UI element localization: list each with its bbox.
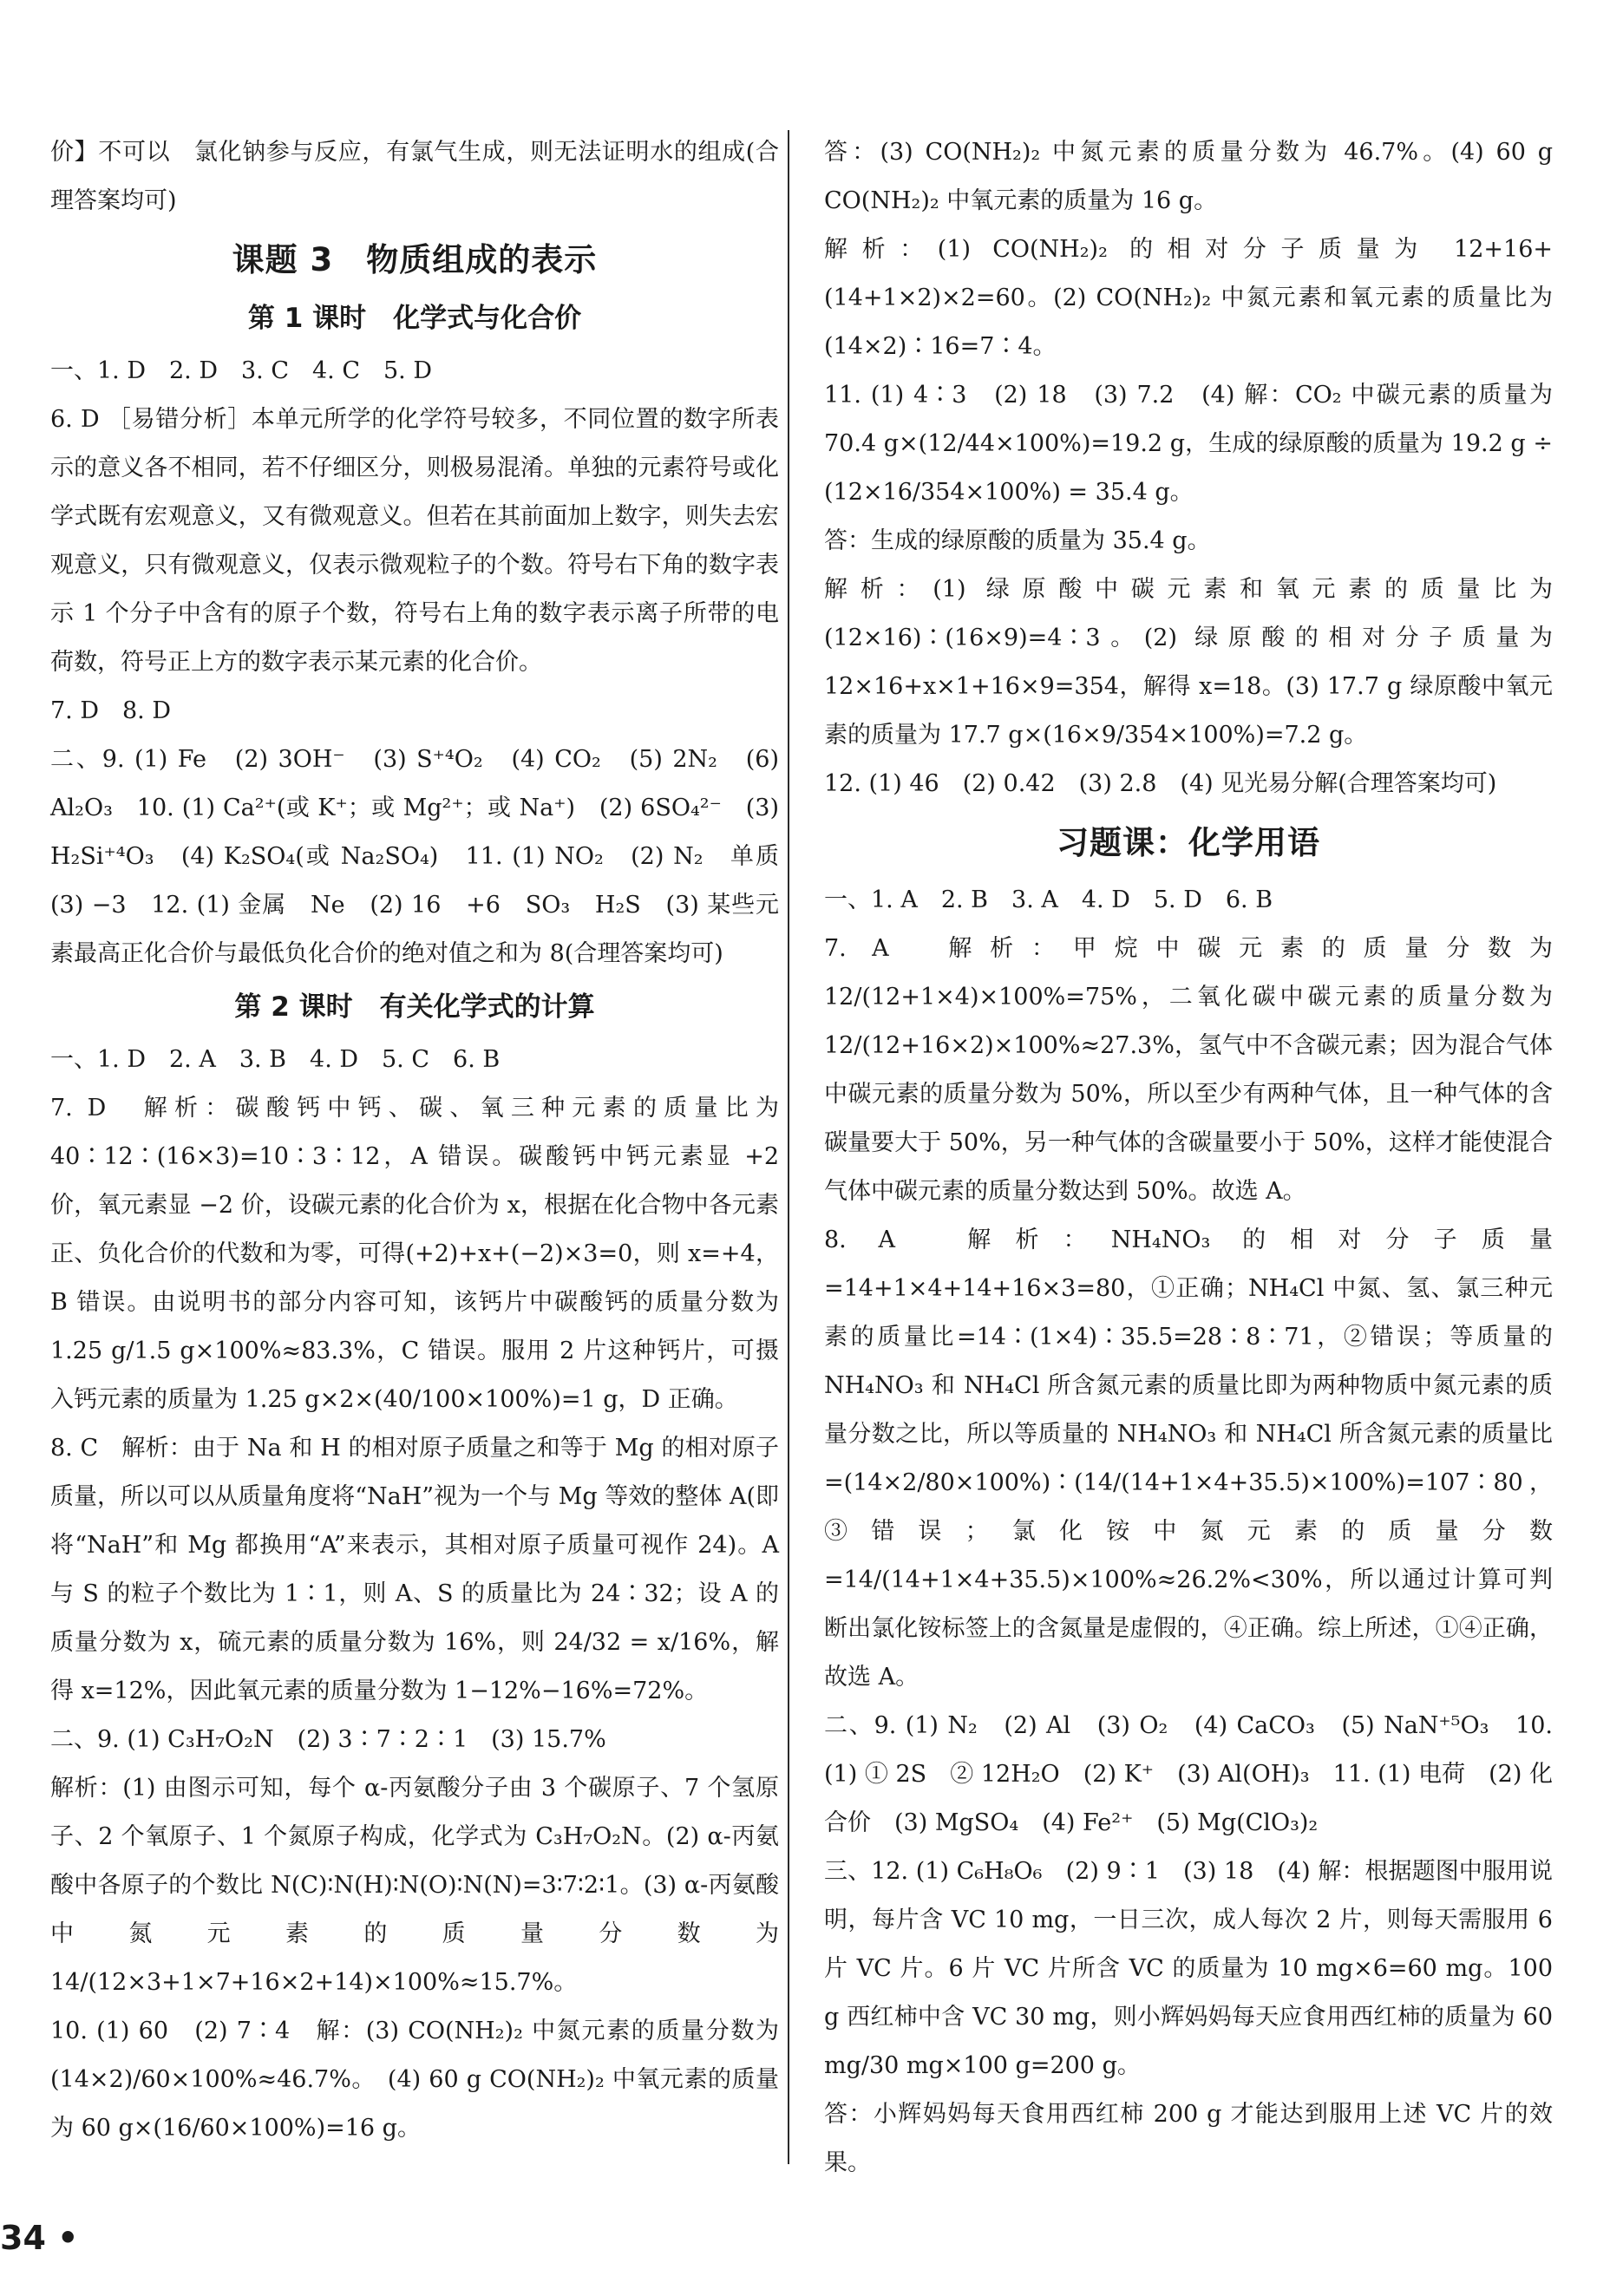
answer-paragraph: 二、9. (1) N₂ (2) Al (3) O₂ (4) CaCO₃ (5) NaN⁺⁵O₃ 10. (1) ① 2S ② 12H₂O (2) K⁺ (3) Al(OH)₃ 11. (1) 电荷 (2) 化合价 (3) MgSO₄ (4) Fe²⁺ (5) Mg(ClO₃)₂	[824, 1712, 1553, 1836]
section-heading: 第 2 课时 有关化学式的计算	[234, 991, 595, 1023]
answer-paragraph: 解析：(1) 由图示可知，每个 α-丙氨酸分子由 3 个碳原子、7 个氢原子、2 个氧原子、1 个氮原子构成，化学式为 C₃H₇O₂N。(2) α-丙氨酸中各原子的个数比 N(C)∶N(H)∶N(O)∶N(N)=3∶7∶2∶1。(3) α-丙氨酸中氮元素的质量分数为 14/(12×3+1×7+16×2+14)×100%≈15.7%。	[50, 1775, 779, 1996]
answer-paragraph: 7. D 8. D	[50, 697, 171, 724]
left-column	[50, 128, 802, 2153]
answer-paragraph: 三、12. (1) C₆H₈O₆ (2) 9∶1 (3) 18 (4) 解：根据题图中服用说明，每片含 VC 10 mg，一日三次，成人每次 2 片，则每天需服用 6 片 VC 片。6 片 VC 片所含 VC 的质量为 10 mg×6=60 mg。100 g 西红柿中含 VC 30 mg，则小辉妈妈每天应食用西红柿的质量为 60 mg/30 mg×100 g=200 g。	[824, 1858, 1553, 2079]
answer-paragraph: 答：(3) CO(NH₂)₂ 中氮元素的质量分数为 46.7%。(4) 60 g CO(NH₂)₂ 中氧元素的质量为 16 g。	[824, 139, 1553, 214]
answer-paragraph: 10. (1) 60 (2) 7∶4 解：(3) CO(NH₂)₂ 中氮元素的质量分数为 (14×2)/60×100%≈46.7%。 (4) 60 g CO(NH₂)₂ 中氧元素的质量为 60 g×(16/60×100%)=16 g。	[50, 2018, 779, 2142]
answer-paragraph: 12. (1) 46 (2) 0.42 (3) 2.8 (4) 见光易分解(合理答案均可)	[824, 770, 1497, 797]
answer-paragraph: 6. D ［易错分析］本单元所学的化学符号较多，不同位置的数字所表示的意义各不相同，若不仔细区分，则极易混淆。单独的元素符号或化学式既有宏观意义，又有微观意义。但若在其前面加上数字，则失去宏观意义，只有微观意义，仅表示微观粒子的个数。符号右下角的数字表示 1 个分子中含有的原子个数，符号右上角的数字表示离子所带的电荷数，符号正上方的数字表示某元素的化合价。	[50, 406, 779, 676]
answer-paragraph: 一、1. D 2. D 3. C 4. C 5. D	[50, 357, 432, 384]
answer-paragraph: 一、1. A 2. B 3. A 4. D 5. D 6. B	[824, 886, 1273, 913]
answer-paragraph: 二、9. (1) C₃H₇O₂N (2) 3∶7∶2∶1 (3) 15.7%	[50, 1726, 606, 1753]
answer-paragraph: 答：生成的绿原酸的质量为 35.4 g。	[824, 527, 1211, 554]
answer-paragraph: 价】不可以 氯化钠参与反应，有氯气生成，则无法证明水的组成(合理答案均可)	[50, 139, 779, 214]
answer-paragraph: 8. A 解析：NH₄NO₃ 的相对分子质量=14+1×4+14+16×3=80，①正确；NH₄Cl 中氮、氢、氯三种元素的质量比=14∶(1×4)∶35.5=28∶8∶71，②错误；等质量的 NH₄NO₃ 和 NH₄Cl 所含氮元素的质量比即为两种物质中氮元素的质量分数之比，所以等质量的 NH₄NO₃ 和 NH₄Cl 所含氮元素的质量比=(14×2/80×100%)∶(14/(14+1×4+35.5)×100%)=107∶80，③错误；氯化铵中氮元素的质量分数=14/(14+1×4+35.5)×100%≈26.2%<30%，所以通过计算可判断出氯化铵标签上的含氮量是虚假的，④正确。综上所述，①④正确，故选 A。	[824, 1226, 1553, 1691]
answer-paragraph: 7. D 解析：碳酸钙中钙、碳、氧三种元素的质量比为 40∶12∶(16×3)=10∶3∶12，A 错误。碳酸钙中钙元素显 +2 价，氧元素显 −2 价，设碳元素的化合价为 x，根据在化合物中各元素正、负化合价的代数和为零，可得(+2)+x+(−2)×3=0，则 x=+4，B 错误。由说明书的部分内容可知，该钙片中碳酸钙的质量分数为 1.25 g/1.5 g×100%≈83.3%，C 错误。服用 2 片这种钙片，可摄入钙元素的质量为 1.25 g×2×(40/100×100%)=1 g，D 正确。	[50, 1095, 779, 1413]
column-divider	[788, 130, 789, 2164]
answer-paragraph: 7. A 解析：甲烷中碳元素的质量分数为 12/(12+1×4)×100%=75%，二氧化碳中碳元素的质量分数为 12/(12+16×2)×100%≈27.3%，氢气中不含碳元素；因为混合气体中碳元素的质量分数为 50%，所以至少有两种气体，且一种气体的含碳量要大于 50%，另一种气体的含碳量要小于 50%，这样才能使混合气体中碳元素的质量分数达到 50%。故选 A。	[824, 935, 1553, 1205]
answer-paragraph: 二、9. (1) Fe (2) 3OH⁻ (3) S⁺⁴O₂ (4) CO₂ (5) 2N₂ (6) Al₂O₃ 10. (1) Ca²⁺(或 K⁺；或 Mg²⁺；或 Na⁺) (2) 6SO₄²⁻ (3) H₂Si⁺⁴O₃ (4) K₂SO₄(或 Na₂SO₄) 11. (1) NO₂ (2) N₂ 单质 (3) −3 12. (1) 金属 Ne (2) 16 +6 SO₃ H₂S (3) 某些元素最高正化合价与最低负化合价的绝对值之和为 8(合理答案均可)	[50, 746, 802, 967]
answer-paragraph: 一、1. D 2. A 3. B 4. D 5. C 6. B	[50, 1046, 501, 1073]
answer-paragraph: 解析：(1) 绿原酸中碳元素和氧元素的质量比为(12×16)∶(16×9)=4∶3。(2) 绿原酸的相对分子质量为 12×16+x×1+16×9=354，解得 x=18。(3) 17.7 g 绿原酸中氧元素的质量为 17.7 g×(16×9/354×100%)=7.2 g。	[824, 576, 1553, 749]
answer-paragraph: 解析：(1) CO(NH₂)₂ 的相对分子质量为 12+16+(14+1×2)×2=60。(2) CO(NH₂)₂ 中氮元素和氧元素的质量比为(14×2)∶16=7∶4。	[824, 236, 1553, 360]
answer-paragraph: 11. (1) 4∶3 (2) 18 (3) 7.2 (4) 解：CO₂ 中碳元素的质量为 70.4 g×(12/44×100%)=19.2 g，生成的绿原酸的质量为 19.2 g ÷ (12×16/354×100%) = 35.4 g。	[824, 382, 1553, 506]
section-heading: 课题 3 物质组成的表示	[232, 241, 598, 278]
section-heading: 第 1 课时 化学式与化合价	[247, 303, 582, 334]
section-heading: 习题课：化学用语	[1057, 824, 1320, 861]
page-number: 34 •	[0, 2219, 79, 2257]
answer-paragraph: 8. C 解析：由于 Na 和 H 的相对原子质量之和等于 Mg 的相对原子质量，所以可以从质量角度将“NaH”视为一个与 Mg 等效的整体 A(即将“NaH”和 Mg 都换用“A”来表示，其相对原子质量可视作 24)。A 与 S 的粒子个数比为 1∶1，则 A、S 的质量比为 24∶32；设 A 的质量分数为 x，硫元素的质量分数为 16%，则 24/32 = x/16%，解得 x=12%，因此氧元素的质量分数为 1−12%−16%=72%。	[50, 1435, 779, 1704]
answer-paragraph: 答：小辉妈妈每天食用西红柿 200 g 才能达到服用上述 VC 片的效果。	[824, 2101, 1553, 2176]
right-column	[824, 128, 1553, 2188]
